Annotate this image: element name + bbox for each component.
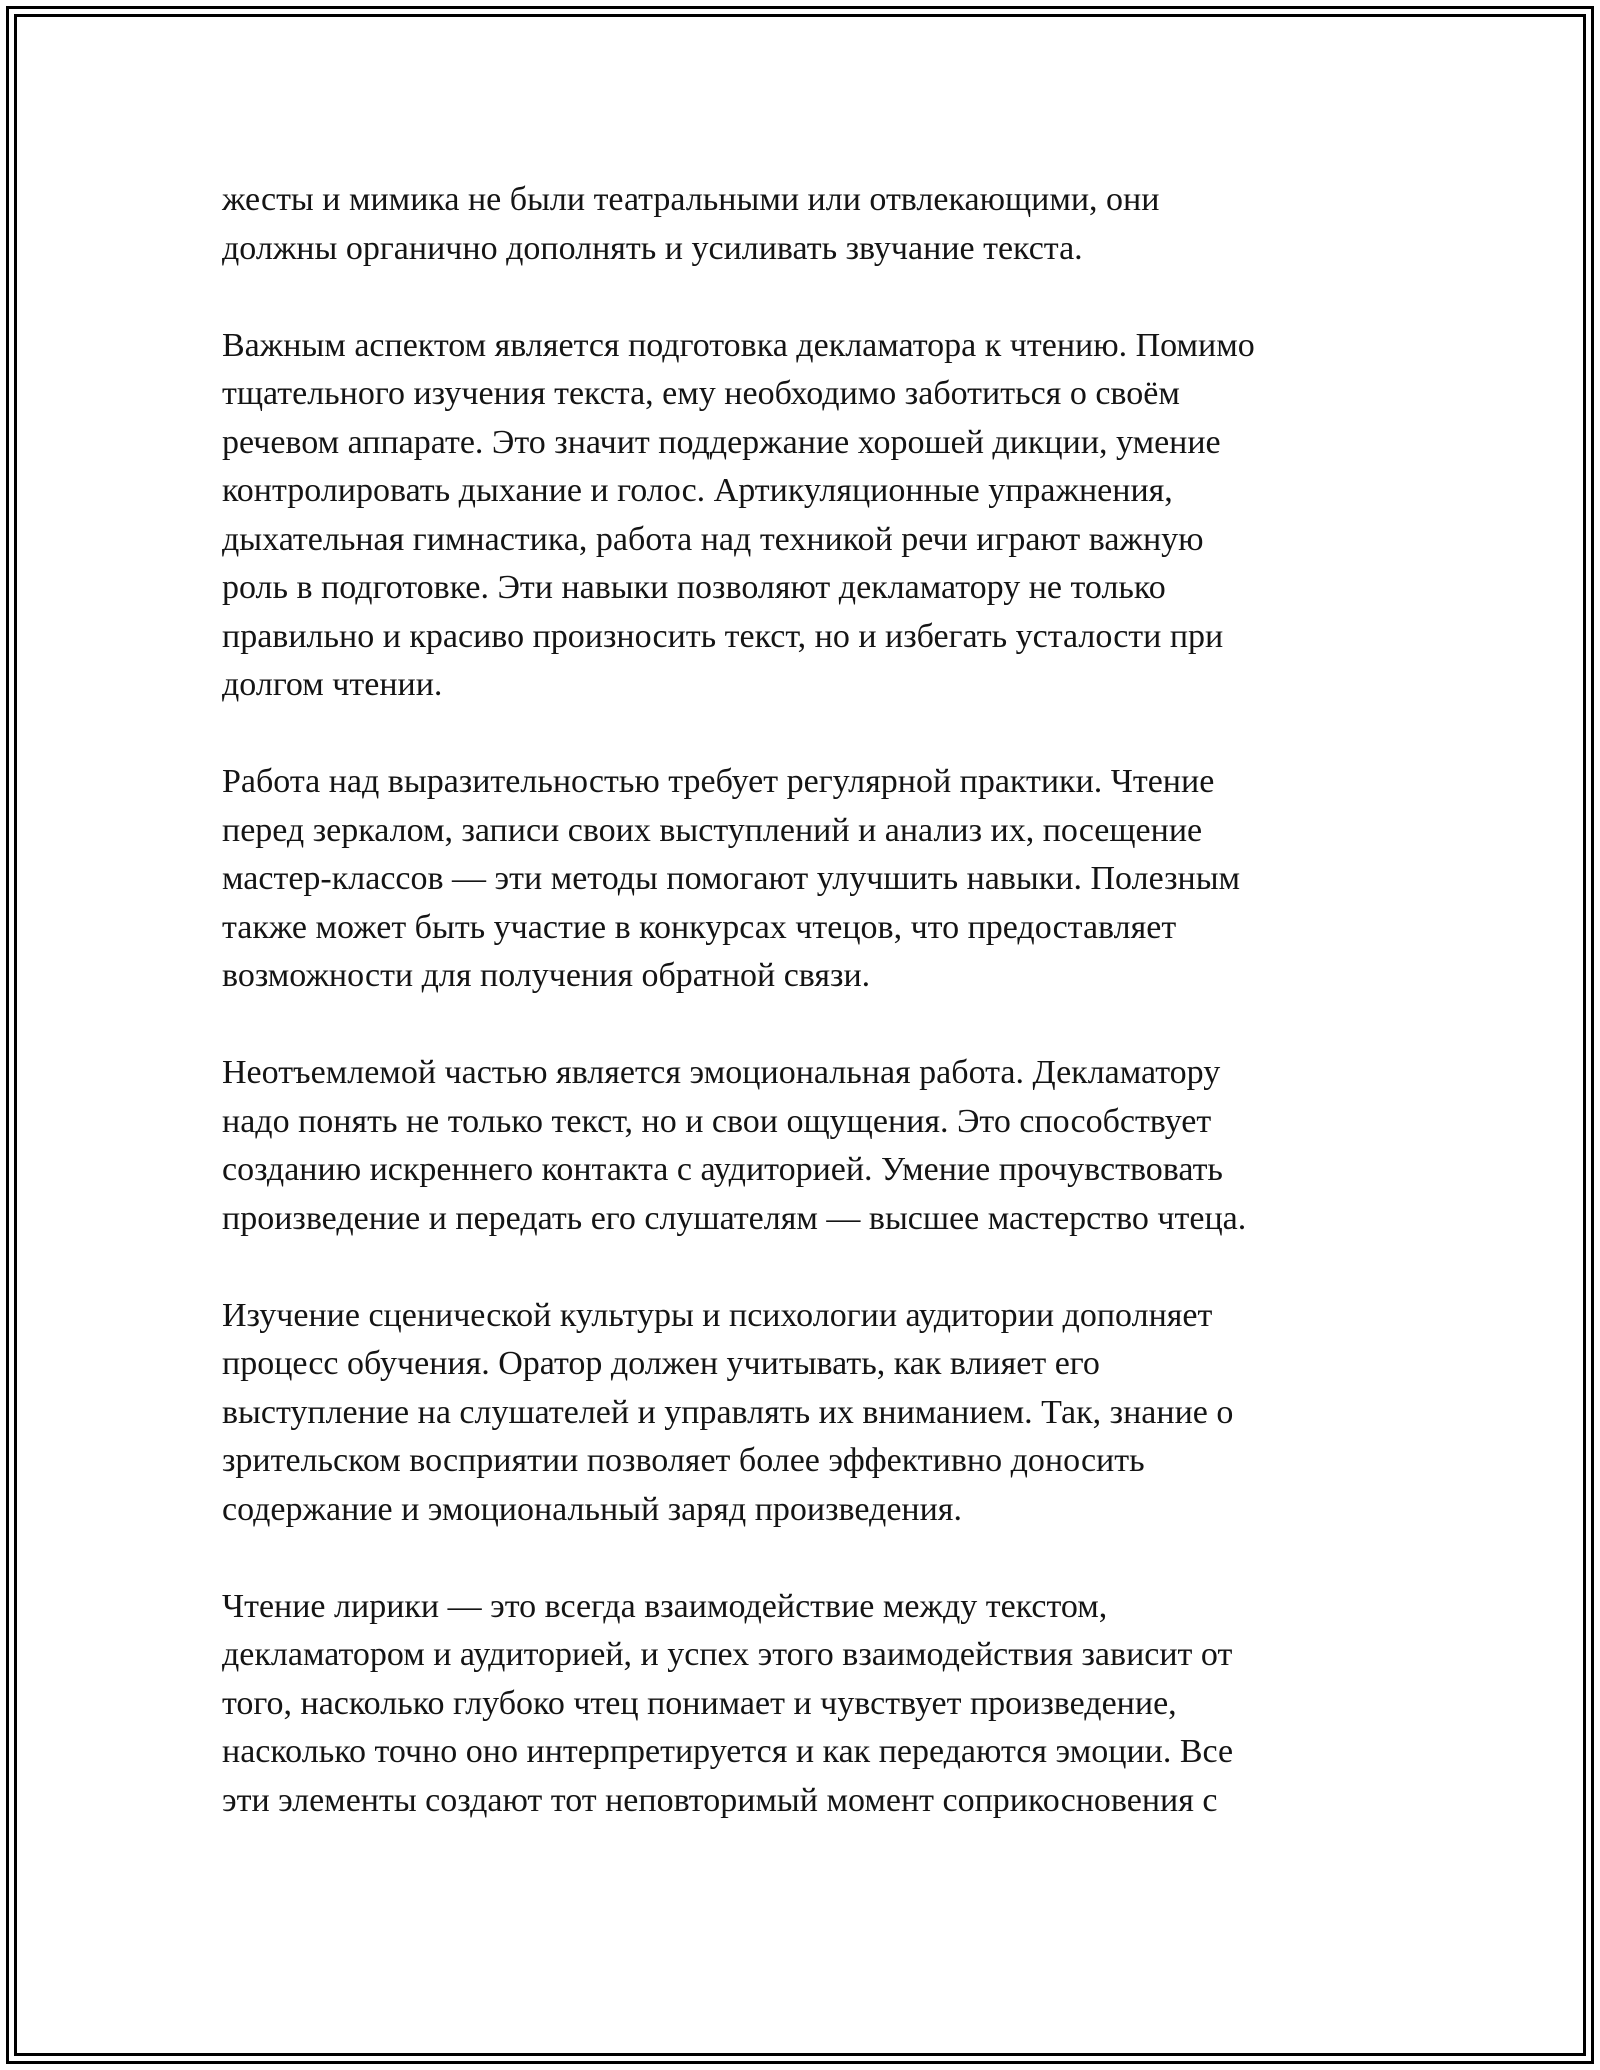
paragraph-3: Работа над выразительностью требует регулярной практики. Чтение перед зеркалом, записи своих выступлений и анализ их, посещение мастер-классов — эти методы помогают улучшить навыки. Полезным также может быть участие в конкурсах чтецов, что предоставляет возможности для получения обратной связи. bbox=[222, 763, 1241, 994]
document-body bbox=[222, 176, 1372, 1874]
paragraph-4: Неотъемлемой частью является эмоциональная работа. Декламатору надо понять не только текст, но и свои ощущения. Это способствует созданию искреннего контакта с аудиторией. Умение прочувствовать произведение и передать его слушателям — высшее мастерство чтеца. bbox=[222, 1054, 1247, 1237]
paragraph-2: Важным аспектом является подготовка декламатора к чтению. Помимо тщательного изучения текста, ему необходимо заботиться о своём речевом аппарате. Это значит поддержание хорошей дикции, умение контролировать дыхание и голос. Артикуляционные упражнения, дыхательная гимнастика, работа над техникой речи играют важную роль в подготовке. Эти навыки позволяют декламатору не только правильно и красиво произносить текст, но и избегать усталости при долгом чтении. bbox=[222, 326, 1255, 703]
paragraph-5: Изучение сценической культуры и психологии аудитории дополняет процесс обучения. Оратор должен учитывать, как влияет его выступление на слушателей и управлять их вниманием. Так, знание о зрительском восприятии позволяет более эффективно доносить содержание и эмоциональный заряд произведения. bbox=[222, 1296, 1234, 1528]
paragraph-6: Чтение лирики — это всегда взаимодействие между текстом, декламатором и аудиторией, и успех этого взаимодействия зависит от того, насколько глубоко чтец понимает и чувствует произведение, насколько точно оно интерпретируется и как передаются эмоции. Все эти элементы создают тот неповторимый момент соприкосновения с bbox=[222, 1587, 1234, 1819]
paragraph-1: жесты и мимика не были театральными или отвлекающими, они должны органично дополнять и усиливать звучание текста. bbox=[222, 181, 1160, 267]
